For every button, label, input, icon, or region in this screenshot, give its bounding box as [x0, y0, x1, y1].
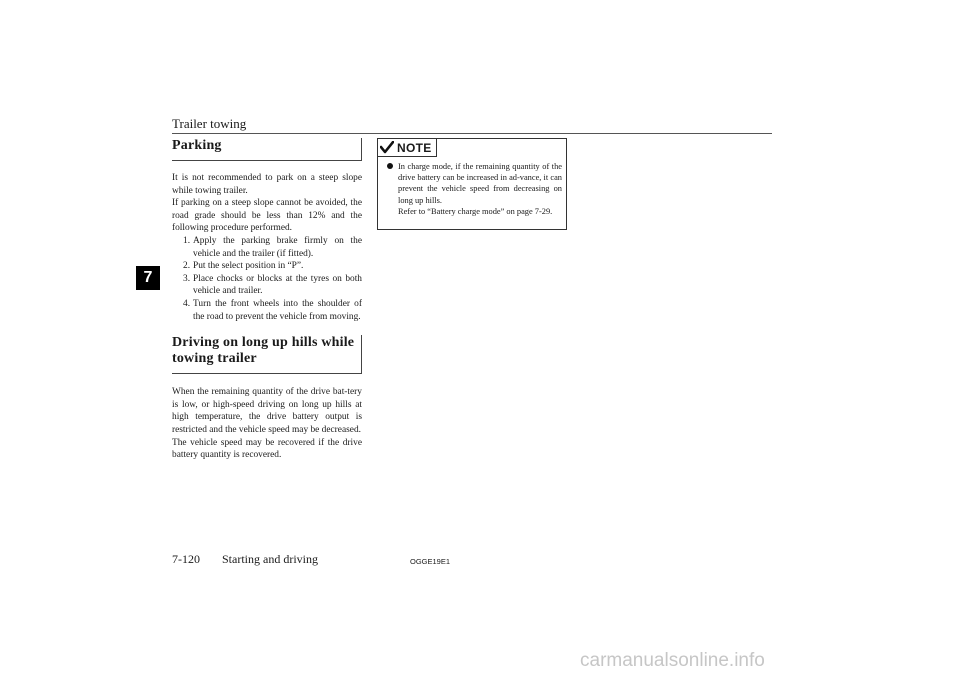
footer-page-number: 7-120: [172, 552, 200, 566]
parking-step: [172, 273, 362, 298]
parking-step: [172, 235, 362, 260]
driving-paragraph-1: When the remaining quantity of the drive bat-tery is low, or high-speed driving on long up hills at high temperature, the drive battery output is restricted and the vehicle speed may be decreased.: [172, 387, 362, 435]
note-label: NOTE: [397, 140, 432, 155]
footer-code: OGGE19E1: [410, 557, 451, 566]
parking-step: [172, 260, 362, 273]
step-text: Put the select position in “P”.: [193, 261, 304, 272]
chapter-tab: 7: [136, 266, 160, 290]
note-badge: [378, 139, 437, 157]
note-box: [377, 138, 567, 230]
parking-step: [172, 298, 362, 323]
driving-heading: Driving on long up hills while towing trailer: [172, 335, 362, 374]
step-text: Apply the parking brake firmly on the vehicle and the trailer (if fitted).: [193, 235, 362, 259]
header-title: Trailer towing: [172, 116, 247, 131]
step-number: 2.: [183, 261, 191, 272]
parking-steps: [172, 235, 362, 323]
note-reference: Refer to “Battery charge mode” on page 7-29.: [398, 206, 553, 216]
note-text: In charge mode, if the remaining quantity of the drive battery can be increased in ad-vance, it can prevent the vehicle speed from decreasing on long up hills.: [398, 162, 562, 205]
watermark: carmanualsonline.info: [580, 650, 765, 671]
step-number: 1.: [183, 235, 191, 246]
note-body: [387, 161, 562, 217]
step-number: 4.: [183, 298, 191, 309]
driving-paragraph-2: The vehicle speed may be recovered if the drive battery quantity is recovered.: [172, 437, 362, 461]
parking-heading: Parking: [172, 138, 362, 161]
left-column: [172, 138, 362, 462]
step-text: Place chocks or blocks at the tyres on both vehicle and trailer.: [193, 273, 362, 297]
parking-intro-2: If parking on a steep slope cannot be avoided, the road grade should be less than 12% and the following procedure performed.: [172, 198, 362, 234]
step-number: 3.: [183, 273, 191, 284]
checkmark-icon: [380, 141, 394, 154]
bullet-icon: [387, 163, 393, 169]
step-text: Turn the front wheels into the shoulder of the road to prevent the vehicle from moving.: [193, 298, 362, 322]
parking-intro: It is not recommended to park on a steep slope while towing trailer.: [172, 173, 362, 196]
header-rule: [172, 133, 772, 134]
footer-section-title: Starting and driving: [222, 552, 318, 566]
